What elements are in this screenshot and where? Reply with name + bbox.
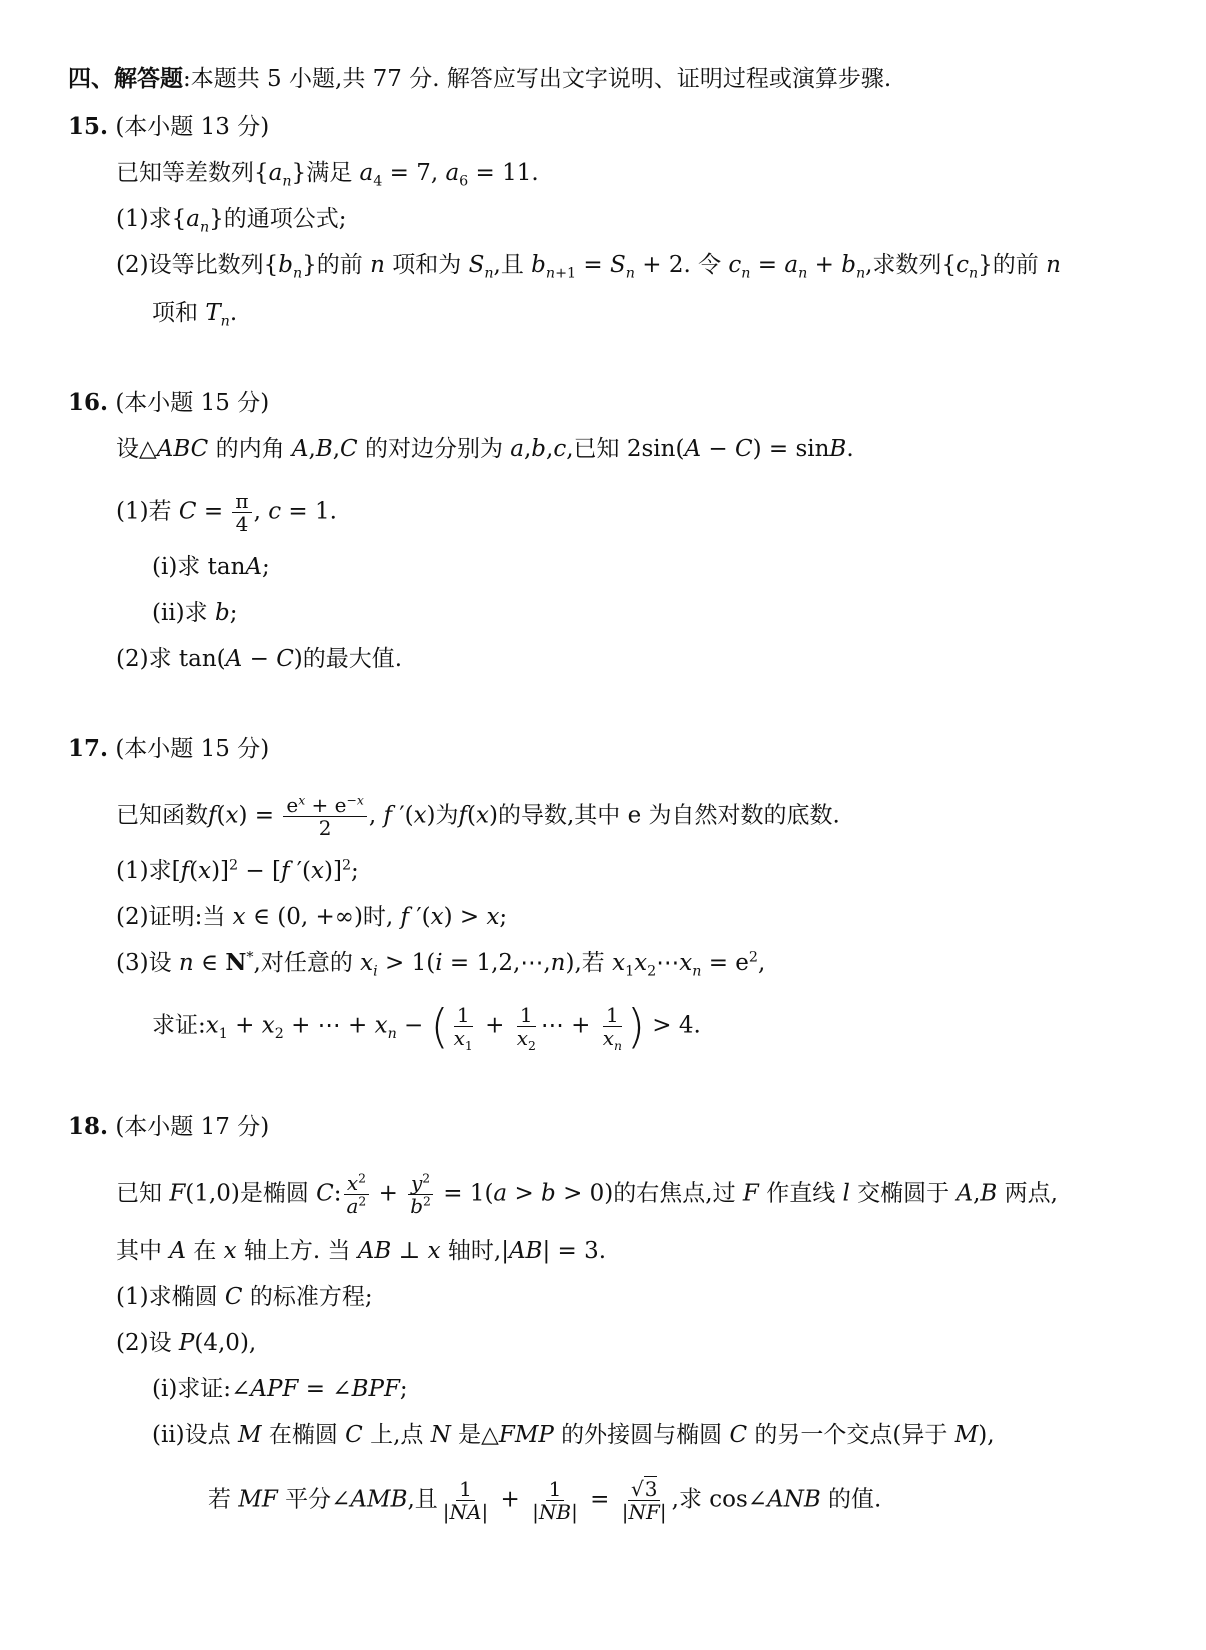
q15-part2-cont: 项和 $T_n$.	[152, 300, 238, 330]
q15-part2: (2)设等比数列$\{b_n\}$的前 n 项和为 $S_n$,且 $b_{n+1} = S_n + 2$. 令 $c_n = a_n + b_n$,求数列$\{c_n\}$的前 n	[116, 252, 1061, 282]
q16-part2: (2)求 tan(A − C)的最大值.	[116, 646, 403, 672]
q18-last: 若 MF 平分∠AMB,且 $\frac{1}{|NA|}$ + $\frac{1}{|NB|}$ = $\frac{√3}{|NF|}$ ,求 cos∠ANB 的值.	[208, 1477, 882, 1524]
q17-score: (本小题 15 分)	[115, 736, 270, 762]
q16-score: (本小题 15 分)	[115, 390, 270, 416]
q17-part2: (2)证明:当 x ∈ (0, +∞)时, f ′(x) > x;	[116, 904, 508, 930]
q15-stem: 已知等差数列$\{a_n\}$满足 $a_4 = 7$, $a_6 = 11$.	[116, 160, 539, 190]
q17-number: 17.	[68, 735, 109, 762]
q16-stem: 设△ABC 的内角 A,B,C 的对边分别为 a,b,c,已知 2sin(A − C) = sinB.	[116, 436, 854, 462]
q17-proof: 求证$:x_1 + x_2$ + ⋯ + $x_n$ − ( $\frac{1}{x_1}$ + $\frac{1}{x_2}$ ⋯ + $\frac{1}{x_n}$ ) > 4.	[152, 999, 701, 1054]
q18-stem2: 其中 A 在 x 轴上方. 当 AB ⊥ x 轴时,|AB| = 3.	[116, 1238, 607, 1264]
q18-score: (本小题 17 分)	[115, 1114, 270, 1140]
section-title: 四、解答题	[68, 65, 183, 92]
q15-header	[68, 112, 269, 142]
q18-sub2: (ⅱ)设点 M 在椭圆 C 上,点 N 是△FMP 的外接圆与椭圆 C 的另一个交点(异于 M),	[152, 1422, 995, 1448]
q18-number: 18.	[68, 1113, 109, 1140]
q16-header	[68, 388, 269, 418]
q18-header	[68, 1112, 269, 1142]
q16-part1: (1)若 C = $\frac{\pi}{4}$ , c = 1.	[116, 489, 337, 536]
q15-part1: (1)求$\{a_n\}$的通项公式;	[116, 206, 347, 236]
q15-score: (本小题 13 分)	[115, 114, 270, 140]
q17-part3: (3)设 n ∈ N*,对任意的 $x_i > 1(i$ = 1,2,⋯,n),若 $x_1x_2\cdots x_n = e^2$,	[116, 949, 766, 980]
q17-header	[68, 734, 269, 764]
section-header	[68, 64, 891, 94]
q15-number: 15.	[68, 113, 109, 140]
q16-number: 16.	[68, 389, 109, 416]
q18-part2: (2)设 P(4,0),	[116, 1330, 257, 1356]
section-desc: :本题共 5 小题,共 77 分. 解答应写出文字说明、证明过程或演算步骤.	[183, 66, 892, 92]
q18-sub1: (ⅰ)求证:∠APF = ∠BPF;	[152, 1376, 408, 1402]
q18-part1: (1)求椭圆 C 的标准方程;	[116, 1284, 373, 1310]
q16-sub1: (ⅰ)求 tanA;	[152, 554, 270, 580]
q17-part1: (1)求$[f(x)]^2 - [f$ ′(x)]$^2$;	[116, 857, 359, 884]
q17-stem: 已知函数f(x) = $\frac{e^x + e^{-x}}{2}$ , f ′(x)为f(x)的导数,其中 e 为自然对数的底数.	[116, 792, 840, 840]
q18-stem: 已知 F(1,0)是椭圆 C: $\frac{x^2}{a^2}$ + $\frac{y^2}{b^2}$ = 1(a > b > 0)的右焦点,过 F 作直线 l 交椭圆于 A,B 两点,	[116, 1170, 1058, 1218]
q16-sub2: (ⅱ)求 b;	[152, 600, 238, 626]
